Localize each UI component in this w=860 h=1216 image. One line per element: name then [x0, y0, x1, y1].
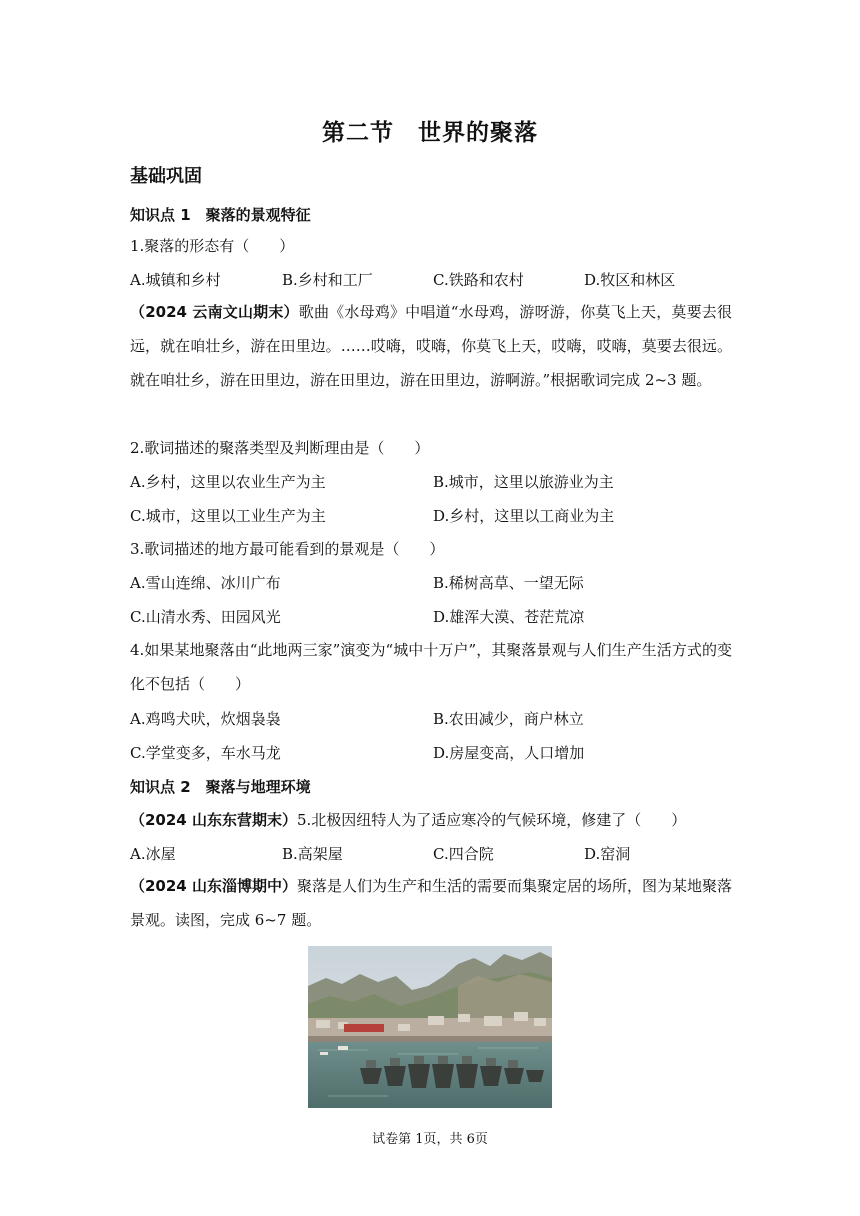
knowledge-point-1-heading: 知识点 1 聚落的景观特征 — [130, 206, 311, 224]
question-3-option-d: D.雄浑大漠、苍茫荒凉 — [433, 608, 585, 626]
passage-2-text: 聚落是人们为生产和生活的需要而集聚定居的场所，图为某地聚落景观。读图，完成 6~7 题。 — [130, 877, 732, 929]
question-2-option-d: D.乡村，这里以工商业为主 — [433, 507, 615, 525]
question-1-option-d: D.牧区和林区 — [584, 271, 676, 289]
passage-1-text: 歌曲《水母鸡》中唱道“水母鸡，游呀游，你莫飞上天，莫要去很远，就在咱壮乡，游在田里边。……哎嗨，哎嗨，你莫飞上天，哎嗨，哎嗨，莫要去很远。就在咱壮乡，游在田里边，游在田里边，游在田里边，游啊游。”根据歌词完成 2~3 题。 — [130, 303, 732, 389]
question-5-option-a: A.冰屋 — [130, 845, 176, 863]
question-2-stem: 2.歌词描述的聚落类型及判断理由是（ ） — [130, 439, 430, 457]
question-1-stem: 1.聚落的形态有（ ） — [130, 237, 295, 255]
passage-1-source: （2024 云南文山期末） — [130, 303, 299, 321]
question-2-option-c: C.城市，这里以工业生产为主 — [130, 507, 326, 525]
page-title: 第二节 世界的聚落 — [322, 120, 538, 146]
section-heading: 基础巩固 — [130, 166, 202, 187]
question-5-option-b: B.高架屋 — [282, 845, 343, 863]
question-1-option-c: C.铁路和农村 — [433, 271, 524, 289]
question-5-source: （2024 山东东营期末） — [130, 811, 297, 829]
question-5-option-c: C.四合院 — [433, 845, 494, 863]
question-5 — [130, 810, 686, 830]
question-3-option-b: B.稀树高草、一望无际 — [433, 574, 584, 592]
settlement-landscape-photo — [308, 946, 552, 1108]
question-3-option-c: C.山清水秀、田园风光 — [130, 608, 281, 626]
question-4-option-b: B.农田减少，商户林立 — [433, 710, 584, 728]
question-5-option-d: D.窑洞 — [584, 845, 631, 863]
question-1-option-b: B.乡村和工厂 — [282, 271, 373, 289]
question-4-option-d: D.房屋变高，人口增加 — [433, 744, 585, 762]
passage-1 — [130, 296, 732, 397]
question-1-option-a: A.城镇和乡村 — [130, 271, 221, 289]
question-4-stem: 4.如果某地聚落由“此地两三家”演变为“城中十万户”，其聚落景观与人们生产生活方式的变化不包括（ ） — [130, 641, 732, 693]
passage-2-source: （2024 山东淄博期中） — [130, 877, 297, 895]
question-5-stem: 5.北极因纽特人为了适应寒冷的气候环境，修建了（ ） — [296, 811, 687, 829]
passage-2 — [130, 870, 732, 938]
knowledge-point-2-heading: 知识点 2 聚落与地理环境 — [130, 778, 311, 796]
question-2-option-a: A.乡村，这里以农业生产为主 — [130, 473, 326, 491]
question-3-stem: 3.歌词描述的地方最可能看到的景观是（ ） — [130, 540, 445, 558]
question-2-option-b: B.城市，这里以旅游业为主 — [433, 473, 614, 491]
page-footer: 试卷第 1页，共 6页 — [372, 1132, 488, 1147]
question-4-option-c: C.学堂变多，车水马龙 — [130, 744, 281, 762]
question-4-option-a: A.鸡鸣犬吠，炊烟袅袅 — [130, 710, 281, 728]
question-3-option-a: A.雪山连绵、冰川广布 — [130, 574, 281, 592]
